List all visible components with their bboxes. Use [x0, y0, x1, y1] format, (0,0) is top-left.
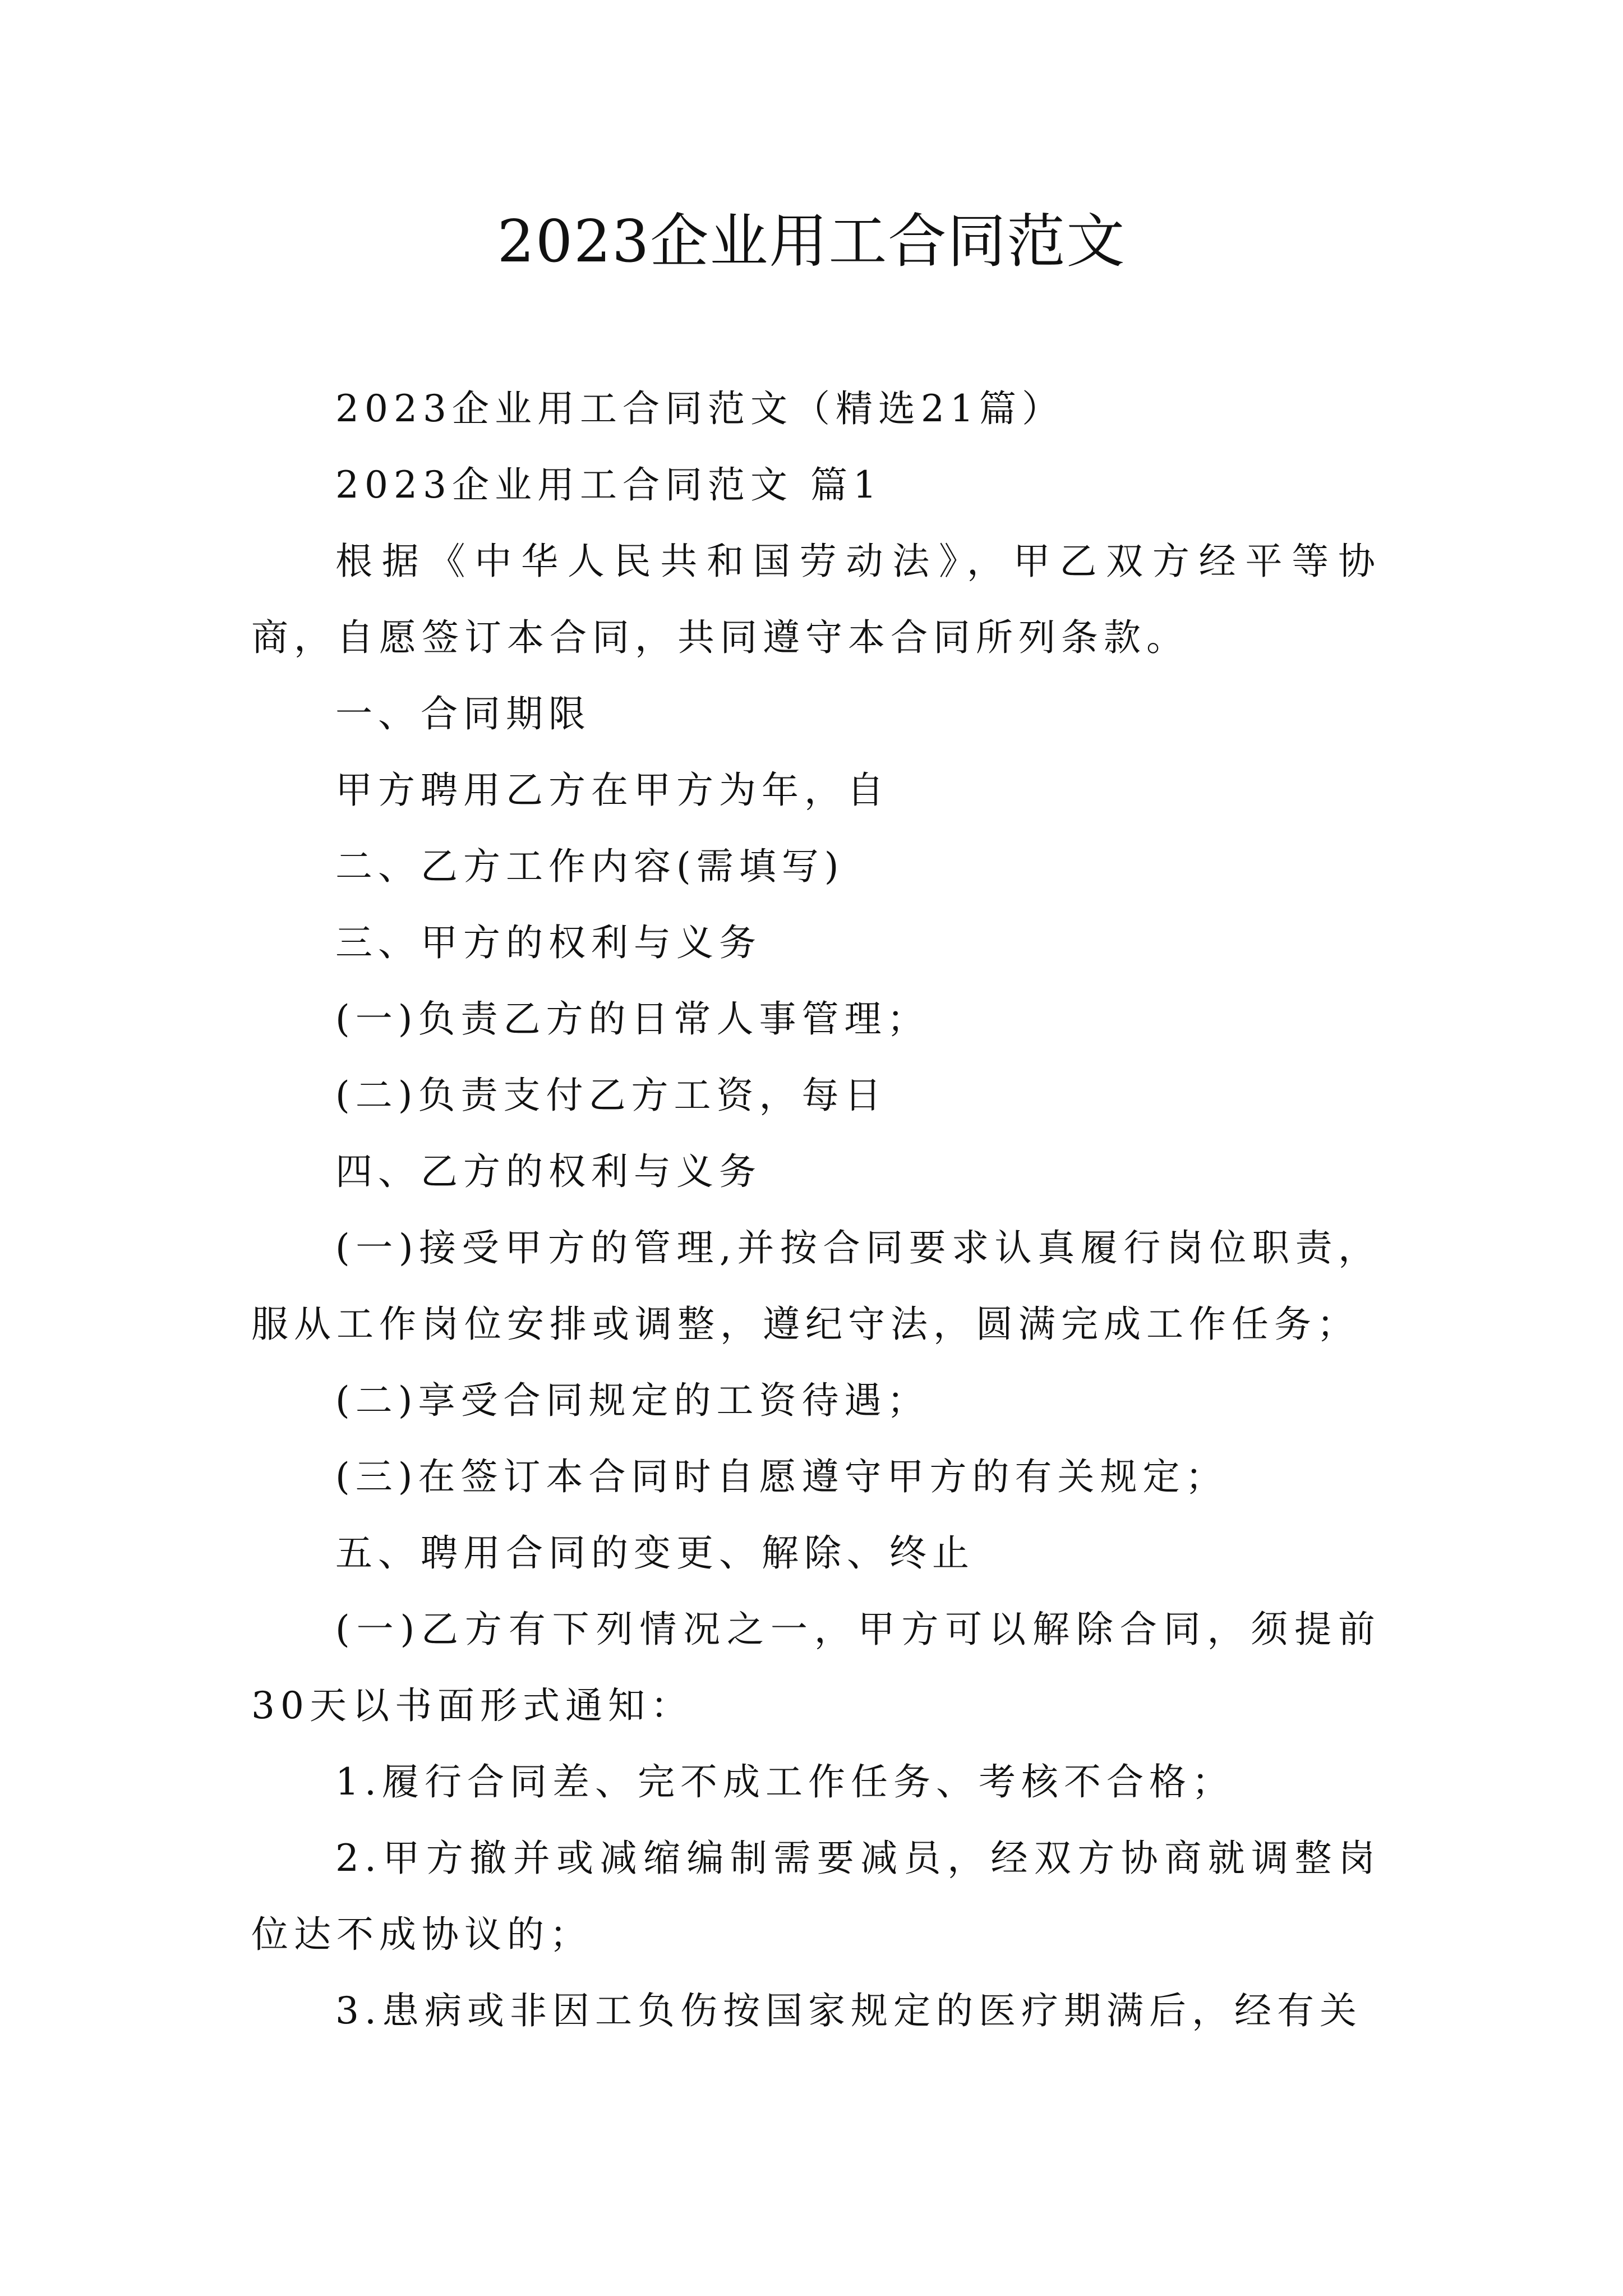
document-title: 2023企业用工合同范文: [497, 207, 1126, 275]
list-item-party-b-3: (三)在签订本合同时自愿遵守甲方的有关规定；: [335, 1455, 1228, 1498]
list-item-termination-1: (一)乙方有下列情况之一，甲方可以解除合同，须提前30天以书面形式通知：: [251, 1608, 1381, 1727]
list-item-party-b-2: (二)享受合同规定的工资待遇；: [335, 1379, 930, 1422]
paragraph-term: 甲方聘用乙方在甲方为年，自: [335, 769, 889, 812]
clause-heading-work-content: 二、乙方工作内容(需填写): [335, 845, 845, 888]
paragraph-section-heading: 2023企业用工合同范文 篇1: [335, 463, 882, 507]
list-item-termination-reason-2: 2.甲方撤并或减缩编制需要减员，经双方协商就调整岗位达不成协议的；: [251, 1837, 1381, 1956]
clause-heading-termination: 五、聘用合同的变更、解除、终止: [335, 1531, 975, 1575]
list-item-party-a-1: (一)负责乙方的日常人事管理；: [335, 997, 930, 1041]
list-item-termination-reason-1: 1.履行合同差、完不成工作任务、考核不合格；: [335, 1760, 1234, 1803]
document-body: [251, 371, 1381, 2049]
list-item-party-a-2: (二)负责支付乙方工资，每日: [335, 1074, 887, 1117]
list-item-party-b-1: (一)接受甲方的管理,并按合同要求认真履行岗位职责，服从工作岗位安排或调整，遵纪守法，圆满完成工作任务；: [251, 1226, 1381, 1346]
clause-heading-party-b-rights: 四、乙方的权利与义务: [335, 1150, 762, 1193]
clause-heading-party-a-rights: 三、甲方的权利与义务: [335, 921, 762, 964]
list-item-termination-reason-3: 3.患病或非因工负伤按国家规定的医疗期满后，经有关: [335, 1989, 1362, 2032]
paragraph-preamble: 根据《中华人民共和国劳动法》，甲乙双方经平等协商，自愿签订本合同，共同遵守本合同所列条款。: [251, 540, 1381, 659]
paragraph-subtitle: 2023企业用工合同范文（精选21篇）: [335, 387, 1064, 430]
clause-heading-term: 一、合同期限: [335, 692, 591, 735]
